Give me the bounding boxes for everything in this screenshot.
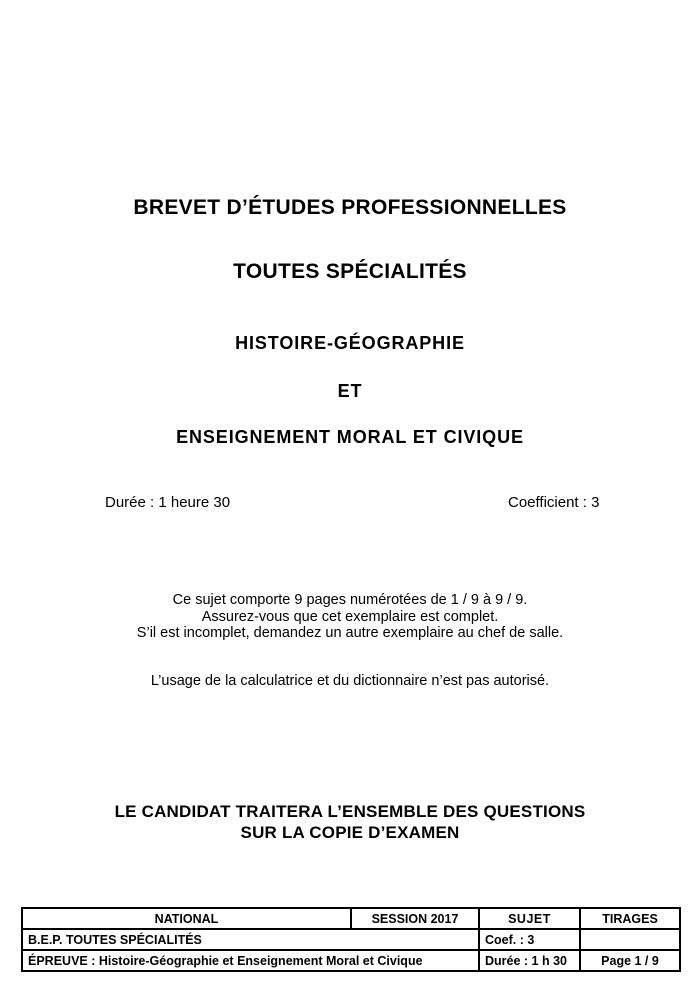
exam-footer-table bbox=[21, 907, 681, 972]
pages-notice bbox=[0, 592, 700, 642]
candidate-instruction-line1: LE CANDIDAT TRAITERA L’ENSEMBLE DES QUESTIONS bbox=[114, 802, 586, 821]
pages-notice-line1: Ce sujet comporte 9 pages numérotées de 1 / 9 à 9 / 9. bbox=[172, 592, 528, 608]
diploma-title: BREVET D’ÉTUDES PROFESSIONNELLES bbox=[133, 196, 567, 219]
cell-sujet: SUJET bbox=[479, 908, 580, 929]
cell-epreuve: ÉPREUVE : Histoire-Géographie et Enseignement Moral et Civique bbox=[22, 950, 479, 971]
cell-coef: Coef. : 3 bbox=[479, 929, 580, 950]
cell-page-number: Page 1 / 9 bbox=[580, 950, 680, 971]
cell-session: SESSION 2017 bbox=[351, 908, 479, 929]
coefficient-label: Coefficient : 3 bbox=[508, 494, 600, 511]
footer-table-speciality-row bbox=[22, 929, 680, 950]
pages-notice-line2: Assurez-vous que cet exemplaire est complet. bbox=[201, 608, 499, 625]
cell-tirages-header: TIRAGES bbox=[580, 908, 680, 929]
cell-tirages-empty bbox=[580, 929, 680, 950]
footer-table-header-row bbox=[22, 908, 680, 929]
cell-scope: NATIONAL bbox=[22, 908, 351, 929]
candidate-instruction bbox=[0, 801, 700, 843]
subject-title-history-geography: HISTOIRE-GÉOGRAPHIE bbox=[235, 333, 465, 353]
candidate-instruction-line2: SUR LA COPIE D’EXAMEN bbox=[240, 823, 460, 842]
subject-title-civic-education: ENSEIGNEMENT MORAL ET CIVIQUE bbox=[176, 427, 524, 447]
specialities-title: TOUTES SPÉCIALITÉS bbox=[233, 260, 467, 283]
subject-title-conjunction: ET bbox=[337, 381, 363, 401]
pages-notice-line3: S’il est incomplet, demandez un autre exemplaire au chef de salle. bbox=[136, 625, 564, 641]
footer-table-container bbox=[21, 907, 679, 972]
cell-speciality: B.E.P. TOUTES SPÉCIALITÉS bbox=[22, 929, 479, 950]
footer-table-epreuve-row bbox=[22, 950, 680, 971]
cell-duree: Durée : 1 h 30 bbox=[479, 950, 580, 971]
calculator-notice: L’usage de la calculatrice et du dictionnaire n’est pas autorisé. bbox=[150, 673, 550, 689]
duration-label: Durée : 1 heure 30 bbox=[105, 494, 231, 511]
